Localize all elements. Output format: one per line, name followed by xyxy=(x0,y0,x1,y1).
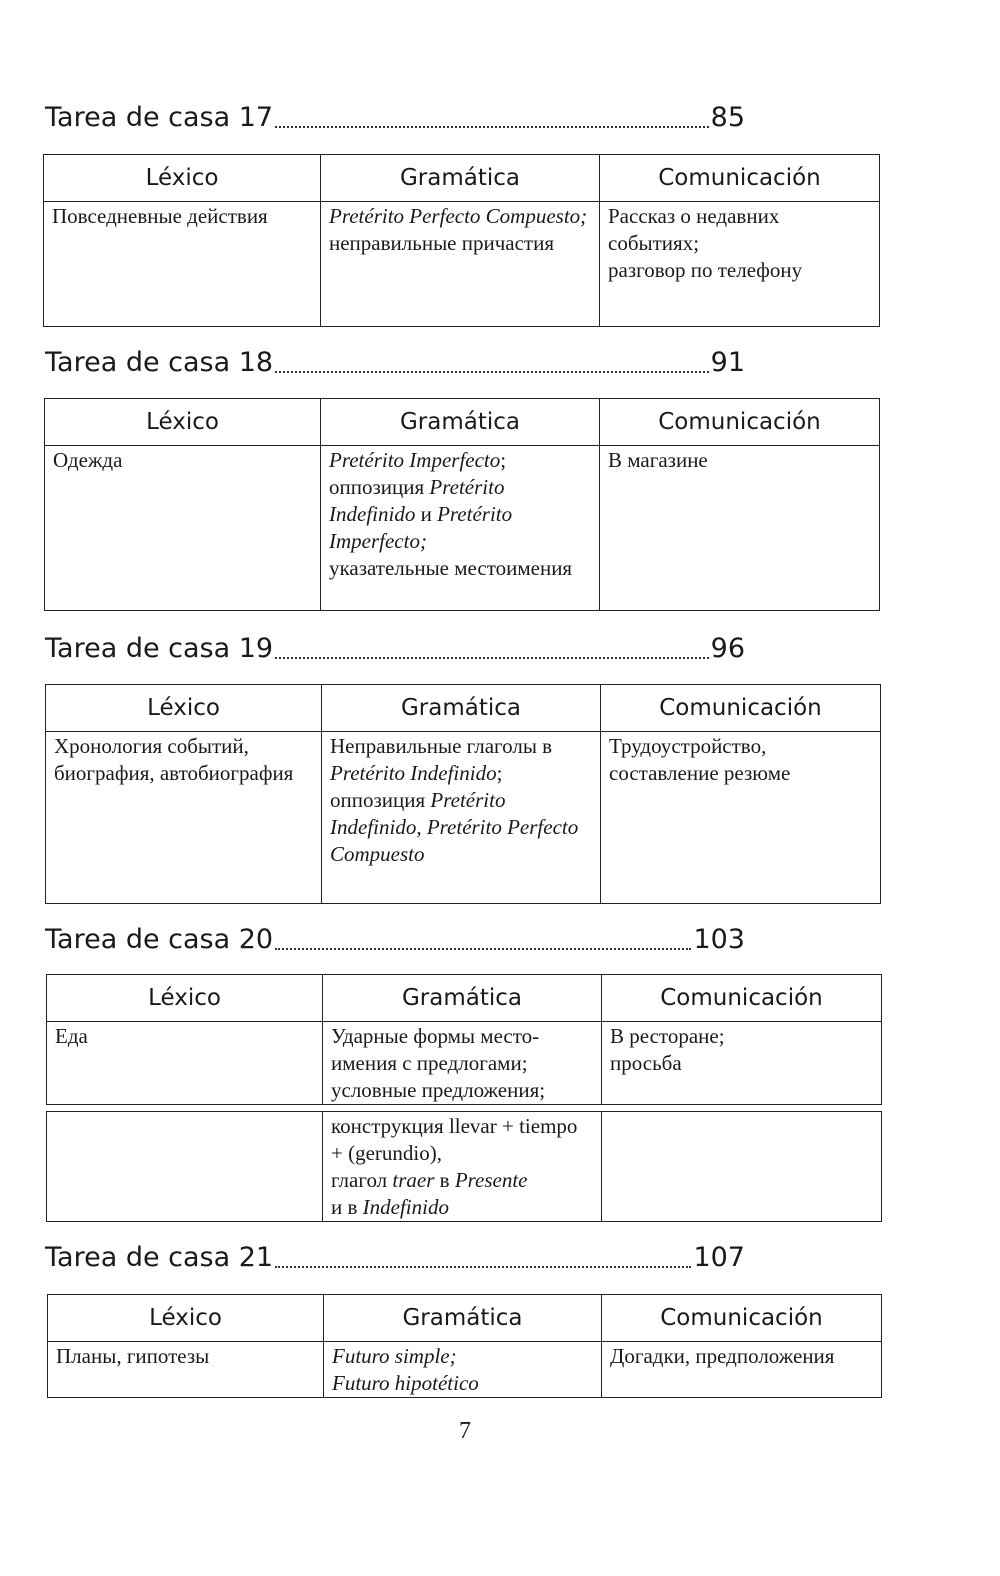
column-header-lexico: Léxico xyxy=(47,975,323,1022)
lexico-cell: Планы, гипотезы xyxy=(48,1342,324,1398)
column-header-lexico: Léxico xyxy=(44,155,321,202)
gramatica-text: Pretérito Indefinido xyxy=(330,761,497,785)
comunicacion-cell xyxy=(602,1022,882,1105)
comunicacion-cell: Трудоустройство, составление резюме xyxy=(601,732,881,904)
toc-table-17 xyxy=(43,154,880,327)
gramatica-text: указательные местоимения xyxy=(329,556,573,580)
comunicacion-cell xyxy=(602,1112,882,1222)
section-page: 107 xyxy=(693,1242,745,1273)
table-row xyxy=(45,446,880,611)
section-title: Tarea de casa 20 xyxy=(45,924,274,955)
gramatica-cell: Ударные формы место-имения с предлогами; условные предложения; xyxy=(323,1022,602,1105)
page-number: 7 xyxy=(459,1418,471,1444)
section-page: 103 xyxy=(693,924,745,955)
gramatica-cell xyxy=(322,732,601,904)
gramatica-text: оппозиция xyxy=(330,788,426,812)
gramatica-text: в xyxy=(439,1168,450,1192)
section-page: 85 xyxy=(710,102,745,133)
table-header-row xyxy=(47,975,882,1022)
gramatica-text: конструкция llevar + tiempo + (gerundio), xyxy=(331,1114,578,1165)
section-page: 96 xyxy=(710,633,745,664)
comunicacion-cell: Догадки, предположения xyxy=(602,1342,882,1398)
leader-dots xyxy=(275,371,709,373)
lexico-cell: Еда xyxy=(47,1022,323,1105)
column-header-gramatica: Gramática xyxy=(324,1295,602,1342)
lexico-cell: Хронология событий, биография, автобиография xyxy=(46,732,322,904)
comunicacion-text: В ресторане; xyxy=(610,1024,725,1048)
gramatica-text: Pretérito Indefinido xyxy=(329,475,505,526)
leader-dots xyxy=(275,948,691,950)
section-heading-21 xyxy=(45,1241,745,1275)
comunicacion-cell xyxy=(600,202,880,327)
table-row xyxy=(47,1022,882,1105)
gramatica-text: ; xyxy=(500,448,507,472)
gramatica-text: Indefinido xyxy=(362,1195,449,1219)
section-heading-17 xyxy=(45,101,745,135)
lexico-cell: Повседневные действия xyxy=(44,202,321,327)
toc-table-20-continuation xyxy=(46,1111,882,1222)
table-header-row xyxy=(46,685,881,732)
gramatica-cell xyxy=(324,1342,602,1398)
table-row xyxy=(44,202,880,327)
gramatica-cell xyxy=(321,446,600,611)
comunicacion-text: разговор по телефону xyxy=(608,258,803,282)
gramatica-text: ; xyxy=(496,761,503,785)
column-header-gramatica: Gramática xyxy=(322,685,601,732)
section-heading-19 xyxy=(45,632,745,666)
leader-dots xyxy=(275,657,709,659)
section-title: Tarea de casa 17 xyxy=(45,102,274,133)
gramatica-cell xyxy=(323,1112,602,1222)
column-header-lexico: Léxico xyxy=(48,1295,324,1342)
gramatica-text: Pretérito Imperfecto; xyxy=(329,502,513,553)
table-row xyxy=(46,732,881,904)
gramatica-text: Неправильные глаголы в xyxy=(330,734,553,758)
gramatica-text: и xyxy=(420,502,432,526)
column-header-comunicacion: Comunicación xyxy=(601,685,881,732)
column-header-comunicacion: Comunicación xyxy=(602,1295,882,1342)
gramatica-text: Futuro hipotético xyxy=(332,1371,479,1395)
lexico-cell: Одежда xyxy=(45,446,321,611)
column-header-gramatica: Gramática xyxy=(321,399,600,446)
gramatica-text: Futuro simple; xyxy=(332,1344,457,1368)
toc-table-20 xyxy=(46,974,882,1105)
gramatica-text: оппозиция xyxy=(329,475,425,499)
column-header-lexico: Léxico xyxy=(45,399,321,446)
column-header-lexico: Léxico xyxy=(46,685,322,732)
gramatica-text: неправильные причастия xyxy=(329,231,555,255)
section-title: Tarea de casa 19 xyxy=(45,633,274,664)
comunicacion-text: просьба xyxy=(610,1051,682,1075)
toc-table-21 xyxy=(47,1294,882,1398)
column-header-gramatica: Gramática xyxy=(323,975,602,1022)
section-page: 91 xyxy=(710,347,745,378)
gramatica-text: Presente xyxy=(454,1168,528,1192)
gramatica-text: Pretérito Perfecto Compuesto; xyxy=(329,204,588,228)
leader-dots xyxy=(275,1266,691,1268)
gramatica-text: глагол xyxy=(331,1168,388,1192)
column-header-comunicacion: Comunicación xyxy=(600,155,880,202)
gramatica-text: Pretérito Imperfecto xyxy=(329,448,501,472)
leader-dots xyxy=(275,126,709,128)
lexico-cell xyxy=(47,1112,323,1222)
section-heading-20 xyxy=(45,923,745,957)
gramatica-text: и в xyxy=(331,1195,358,1219)
comunicacion-cell: В магазине xyxy=(600,446,880,611)
table-row xyxy=(48,1342,882,1398)
table-row xyxy=(47,1112,882,1222)
gramatica-cell xyxy=(321,202,600,327)
section-title: Tarea de casa 18 xyxy=(45,347,274,378)
toc-table-18 xyxy=(44,398,880,611)
comunicacion-text: Рассказ о недавних событиях; xyxy=(608,204,780,255)
section-heading-18 xyxy=(45,346,745,380)
column-header-gramatica: Gramática xyxy=(321,155,600,202)
gramatica-text: Pretérito Indefinido, Pretérito Perfecto Compuesto xyxy=(330,788,579,866)
table-header-row xyxy=(45,399,880,446)
table-header-row xyxy=(44,155,880,202)
gramatica-text: traer xyxy=(392,1168,435,1192)
column-header-comunicacion: Comunicación xyxy=(600,399,880,446)
section-title: Tarea de casa 21 xyxy=(45,1242,274,1273)
column-header-comunicacion: Comunicación xyxy=(602,975,882,1022)
table-header-row xyxy=(48,1295,882,1342)
toc-table-19 xyxy=(45,684,881,904)
